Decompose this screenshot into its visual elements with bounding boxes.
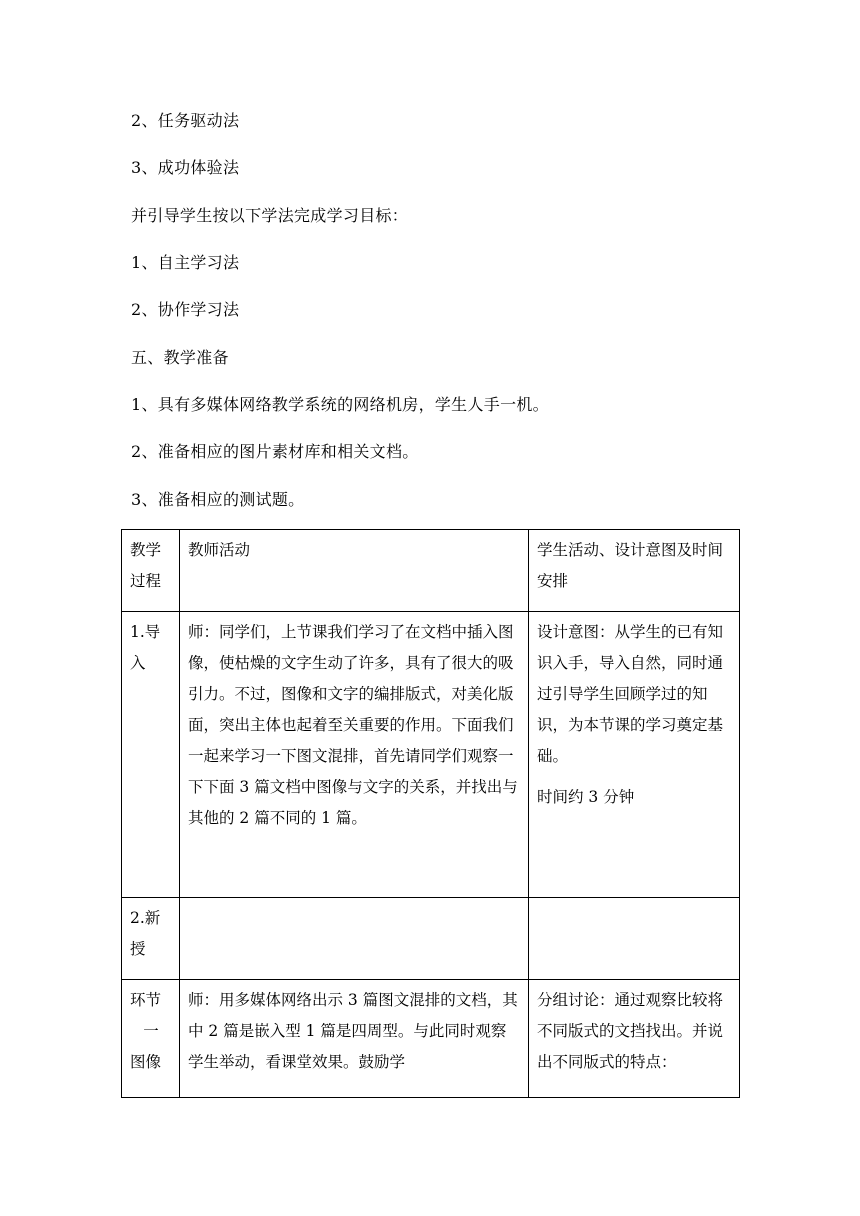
header-student-activity: 学生活动、设计意图及时间安排 [529,530,740,612]
header-teacher-activity: 教师活动 [180,530,529,612]
paragraph-prep-1: 1、具有多媒体网络教学系统的网络机房，学生人手一机。 [131,395,549,414]
student-cell [529,612,740,898]
paragraph-cooperative-study: 2、协作学习法 [131,300,240,319]
paragraph-self-study: 1、自主学习法 [131,253,240,272]
teacher-cell: 师：同学们，上节课我们学习了在文档中插入图像，使枯燥的文字生动了许多，具有了很大的吸引力。不过，图像和文字的编排版式，对美化版面，突出主体也起着至关重要的作用。下面我们一起来学习一下图文混排，首先请同学们观察一下下面 3 篇文档中图像与文字的关系，并找出与其他的 2 篇不同的 1 篇。 [180,612,529,898]
table-row [122,980,740,1098]
header-process: 教学过程 [122,530,180,612]
lesson-plan-table [121,529,740,1098]
stage-cell: 2.新授 [122,898,180,980]
stage-cell: 1.导入 [122,612,180,898]
paragraph-guide-students: 并引导学生按以下学法完成学习目标： [131,206,409,225]
student-cell: 分组讨论：通过观察比较将不同版式的文挡找出。并说出不同版式的特点： [529,980,740,1098]
paragraph-task-driven: 2、任务驱动法 [131,111,240,130]
paragraph-prep-3: 3、准备相应的测试题。 [131,490,305,509]
design-intent-text: 设计意图：从学生的已有知识入手，导入自然，同时通过引导学生回顾学过的知识，为本节课的学习奠定基础。 [537,623,724,765]
student-cell [529,898,740,980]
section-heading-teaching-prep: 五、教学准备 [131,348,229,367]
teacher-cell [180,898,529,980]
teacher-cell: 师：用多媒体网络出示 3 篇图文混排的文档，其中 2 篇是嵌入型 1 篇是四周型。与此同时观察学生举动，看课堂效果。鼓励学 [180,980,529,1098]
time-text: 时间约 3 分钟 [537,788,635,806]
table-row [122,612,740,898]
paragraph-prep-2: 2、准备相应的图片素材库和相关文档。 [131,442,419,461]
paragraph-success-experience: 3、成功体验法 [131,158,240,177]
table-row [122,898,740,980]
stage-cell: 环节 一 图像 [122,980,180,1098]
table-header-row [122,530,740,612]
